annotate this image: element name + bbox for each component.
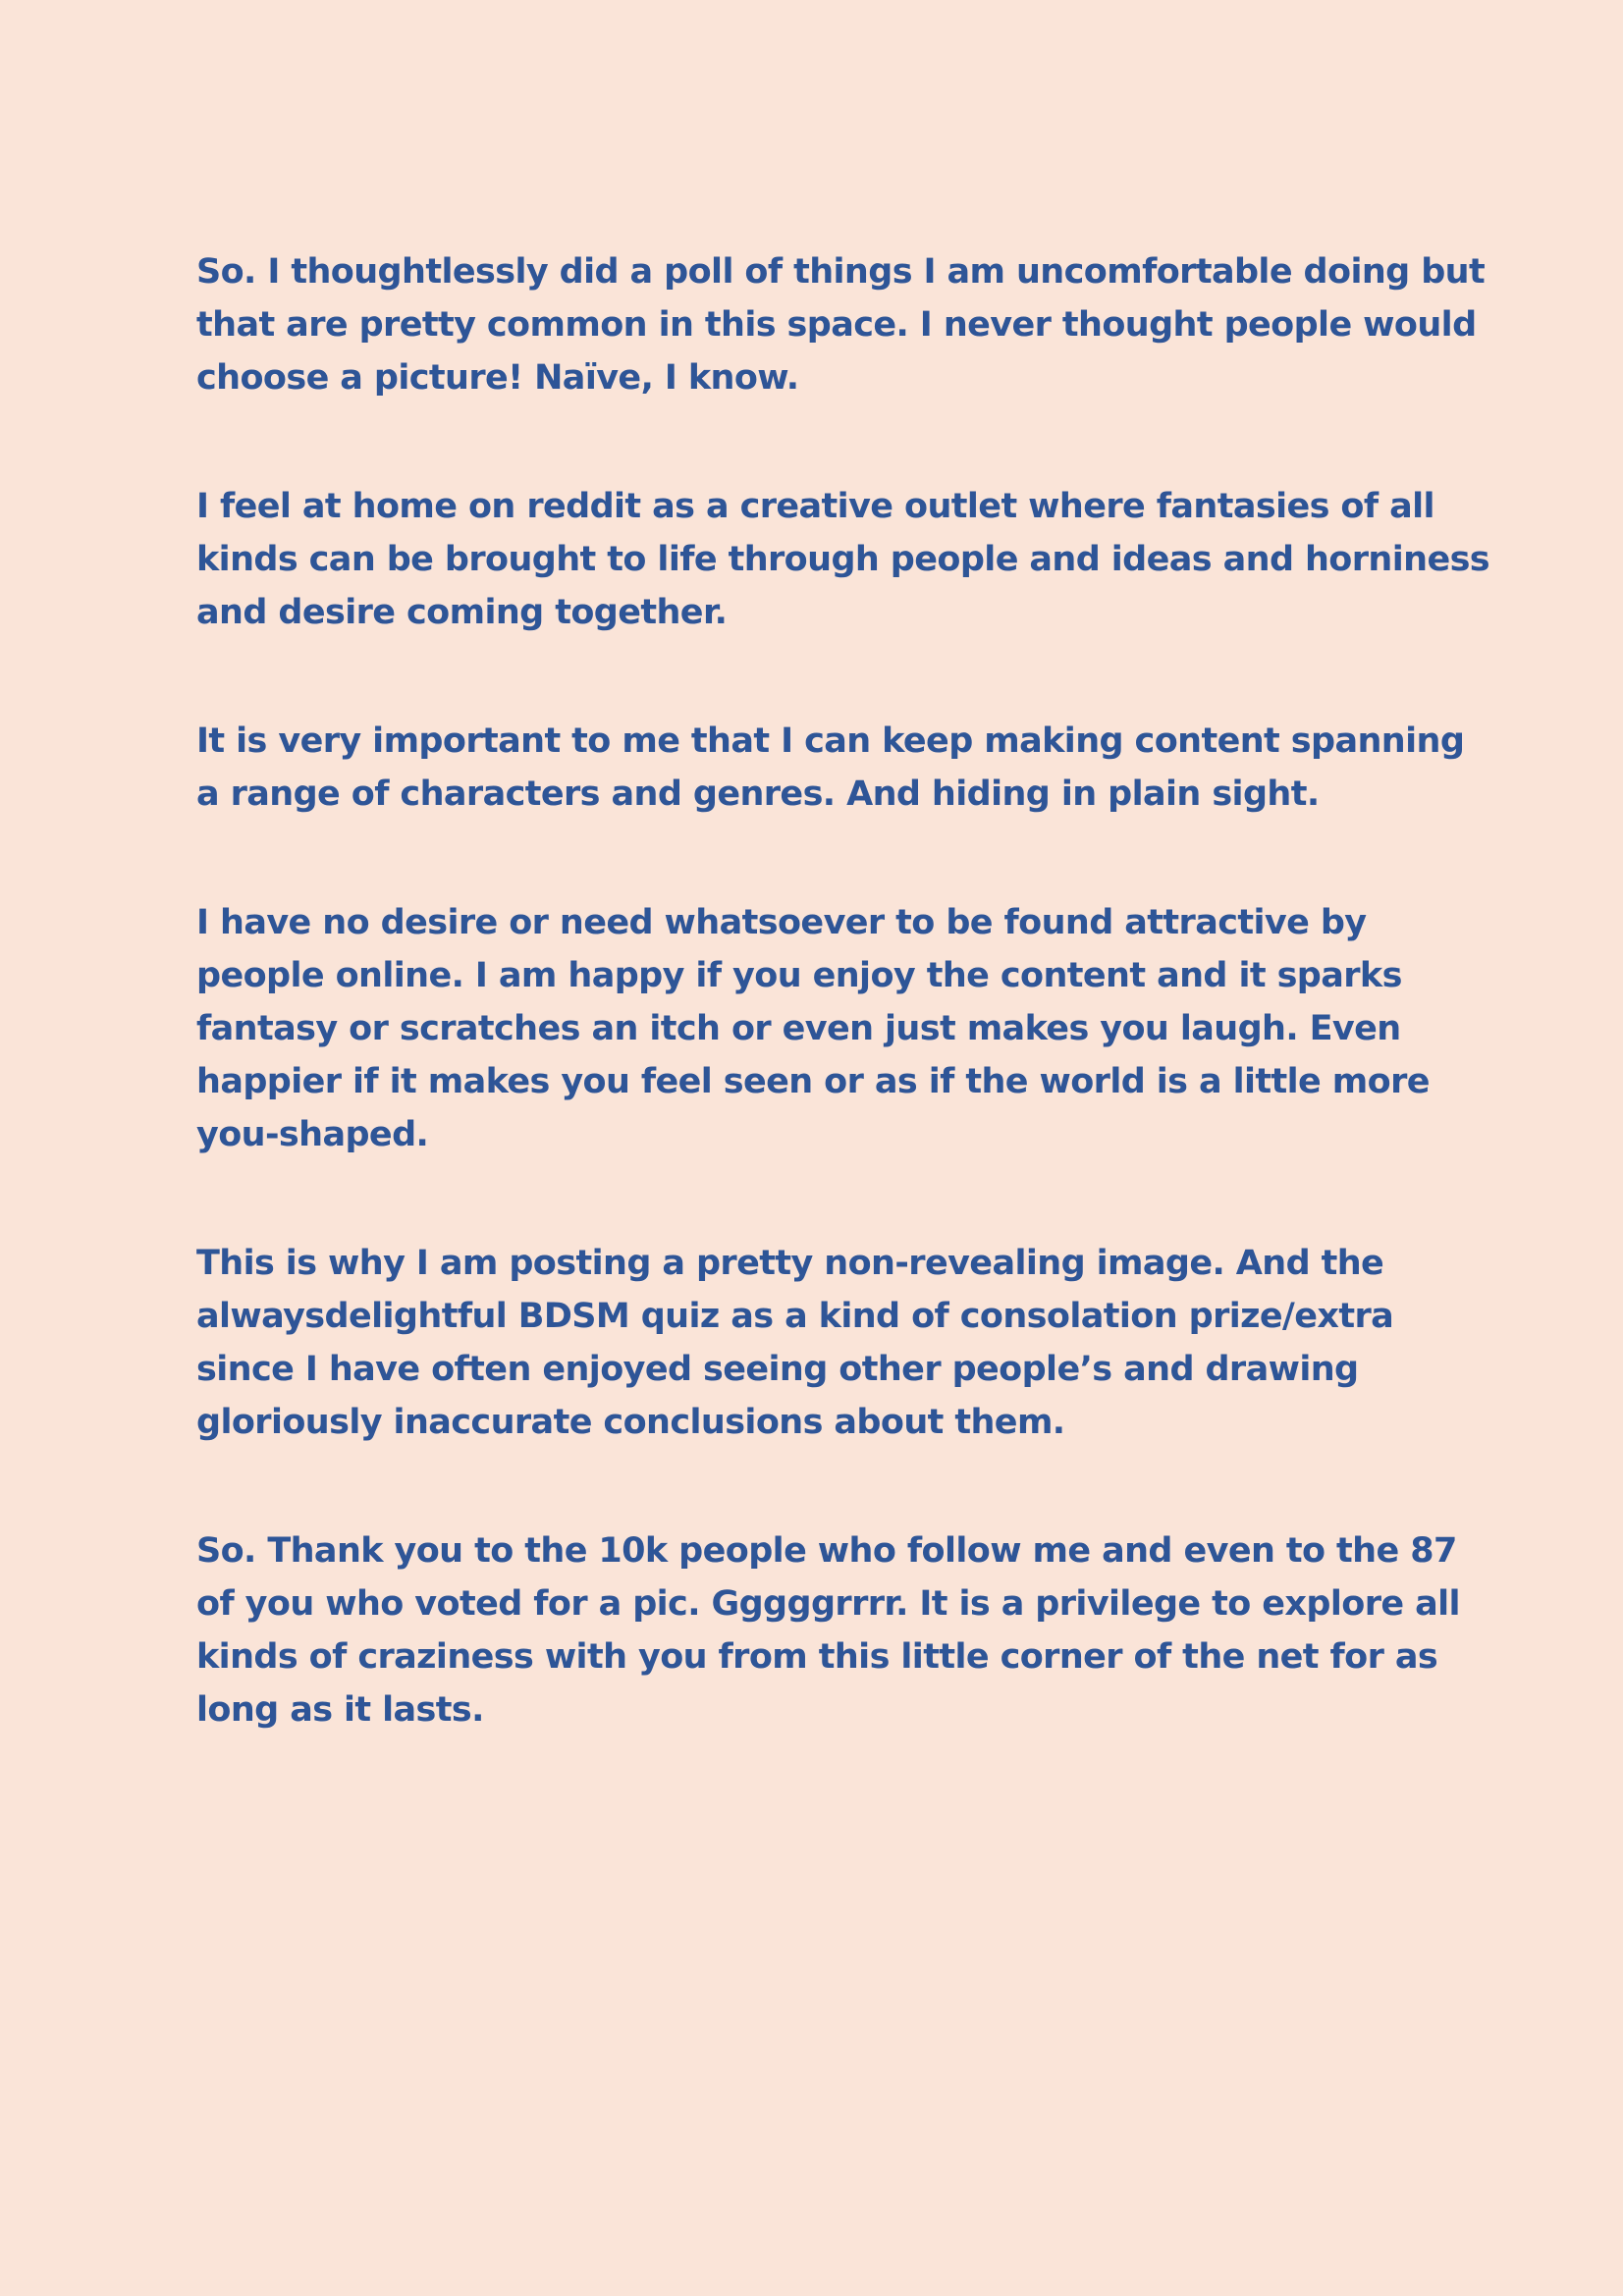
text-line: you-shaped. (196, 1115, 429, 1154)
text-line: that are pretty common in this space. I never thought people would (196, 305, 1477, 345)
text-line: kinds can be brought to life through people and ideas and horniness (196, 540, 1490, 579)
text-line: gloriously inaccurate conclusions about them. (196, 1403, 1065, 1442)
text-line: It is very important to me that I can keep making content spanning (196, 721, 1465, 761)
text-line: of you who voted for a pic. Gggggrrrr. It is a privilege to explore all (196, 1584, 1460, 1624)
paragraph-content-importance (196, 715, 1465, 821)
text-line: a range of characters and genres. And hiding in plain sight. (196, 774, 1320, 814)
text-line: kinds of craziness with you from this little corner of the net for as (196, 1637, 1438, 1677)
text-line: since I have often enjoyed seeing other people’s and drawing (196, 1350, 1359, 1389)
paragraph-reddit-home (196, 480, 1490, 639)
paragraph-poll-intro (196, 245, 1486, 404)
text-line: and desire coming together. (196, 593, 728, 632)
text-line: I have no desire or need whatsoever to be found attractive by (196, 903, 1367, 942)
text-line: This is why I am posting a pretty non-revealing image. And the (196, 1244, 1384, 1283)
paragraph-thank-you (196, 1524, 1460, 1736)
text-line: people online. I am happy if you enjoy the content and it sparks (196, 956, 1402, 995)
text-line: fantasy or scratches an itch or even just makes you laugh. Even (196, 1009, 1401, 1048)
text-line: So. Thank you to the 10k people who follow me and even to the 87 (196, 1531, 1457, 1571)
document-body (196, 245, 1490, 1812)
paragraph-non-revealing-image (196, 1237, 1453, 1449)
text-line: I feel at home on reddit as a creative outlet where fantasies of all (196, 487, 1434, 526)
text-line: So. I thoughtlessly did a poll of things I am uncomfortable doing but (196, 252, 1486, 292)
text-line: alwaysdelightful BDSM quiz as a kind of consolation prize/extra (196, 1297, 1394, 1336)
text-line: happier if it makes you feel seen or as if the world is a little more (196, 1062, 1430, 1101)
paragraph-no-desire (196, 896, 1453, 1161)
text-line: choose a picture! Naïve, I know. (196, 358, 799, 398)
text-line: long as it lasts. (196, 1690, 484, 1730)
